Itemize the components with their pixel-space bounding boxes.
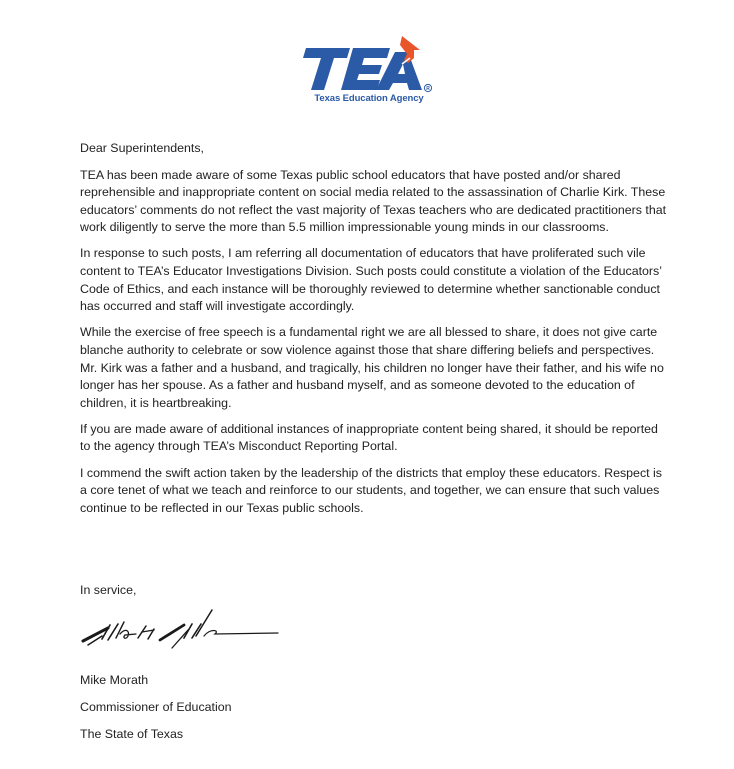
paragraph-5: I commend the swift action taken by the leadership of the districts that employ these educators. Respect is a core tenet of what we teach and reinforce to our students, and together, we can ensure that such values continue to be reflected in our Texas public schools. bbox=[80, 465, 662, 515]
paragraph-2: In response to such posts, I am referring all documentation of educators that have proliferated such vile content to TEA’s Educator Investigations Division. Such posts could constitute a violation of the Educators’ Code of Ethics, and each instance will be thoroughly reviewed to determine whether sanctionable conduct has occurred and staff will investigate accordingly. bbox=[80, 246, 662, 314]
salutation: Dear Superintendents, bbox=[80, 141, 204, 155]
closing: In service, bbox=[80, 583, 137, 597]
signer-name: Mike Morath bbox=[80, 673, 149, 687]
logo-tagline: Texas Education Agency bbox=[314, 93, 424, 104]
svg-text:R: R bbox=[426, 86, 430, 92]
signature-icon bbox=[80, 608, 285, 656]
letter-body bbox=[80, 140, 670, 526]
paragraph-1: TEA has been made aware of some Texas public school educators that have posted and/or shared reprehensible and inappropriate content on social media related to the assassination of Charlie Kirk. These educators’ comments do not reflect the vast majority of Texas teachers who are dedicated practitioners that work diligently to serve the more than 5.5 million impressionable young minds in our classrooms. bbox=[80, 167, 667, 235]
signer-organization: The State of Texas bbox=[80, 727, 184, 741]
paragraph-4: If you are made aware of additional instances of inappropriate content being shared, it should be reported to the agency through TEA’s Misconduct Reporting Portal. bbox=[80, 421, 658, 454]
tea-logo-mark-icon bbox=[298, 36, 440, 94]
tea-logo bbox=[298, 36, 440, 106]
signer-title: Commissioner of Education bbox=[80, 700, 232, 714]
paragraph-3: While the exercise of free speech is a fundamental right we are all blessed to share, it does not give carte blanche authority to celebrate or sow violence against those that share differing beliefs and perspectives. Mr. Kirk was a father and a husband, and tragically, his children no longer have their father, and his wife no longer has her spouse. As a father and husband myself, and as someone devoted to the education of children, it is heartbreaking. bbox=[80, 325, 664, 410]
